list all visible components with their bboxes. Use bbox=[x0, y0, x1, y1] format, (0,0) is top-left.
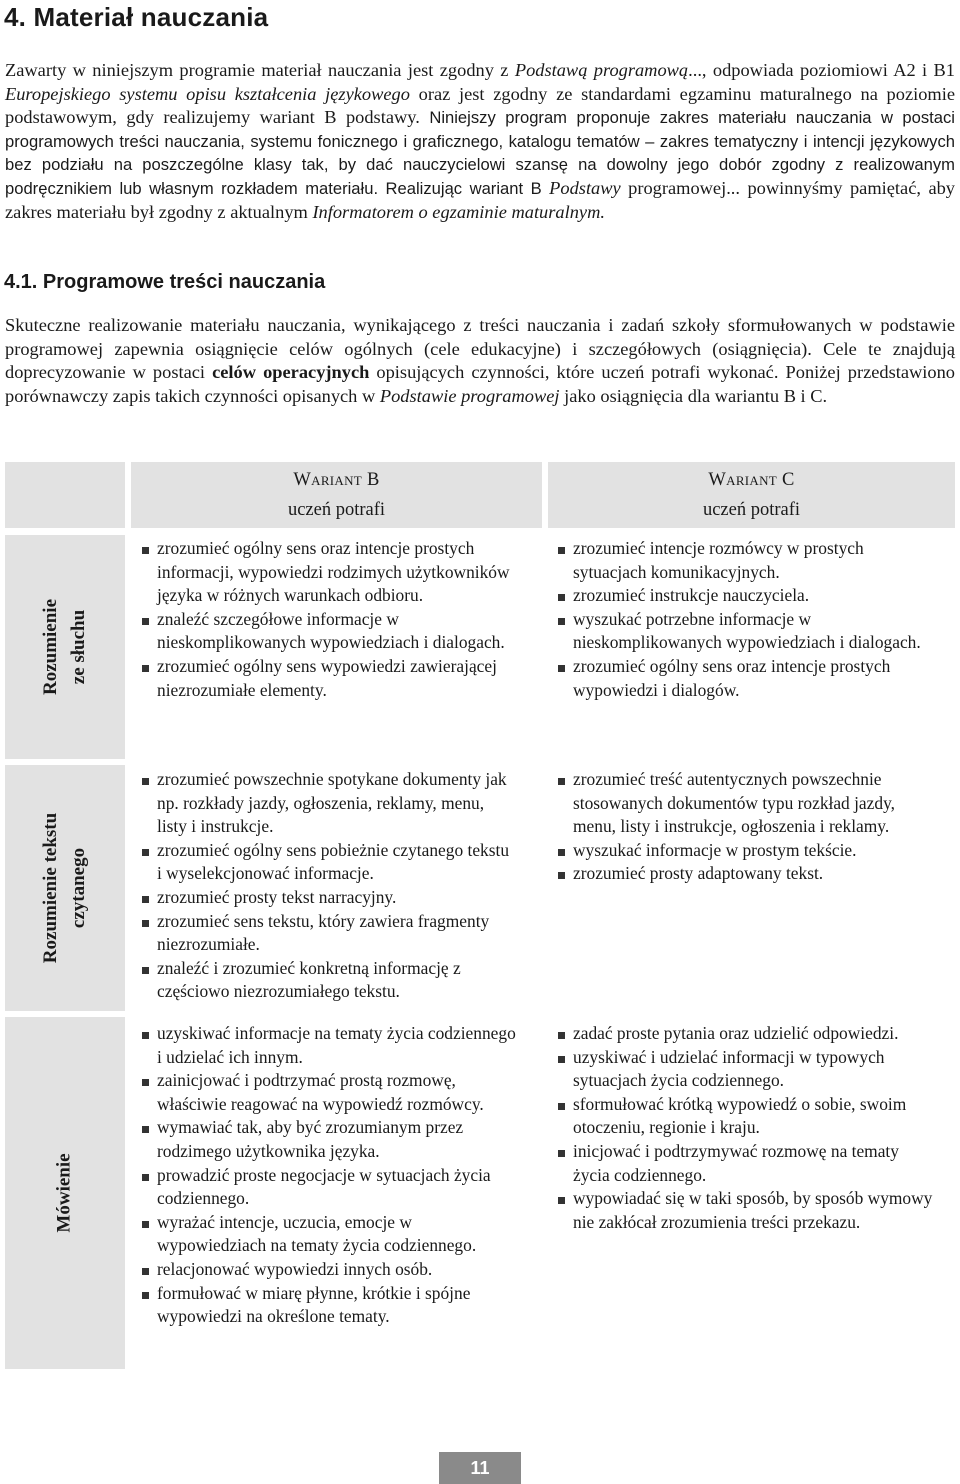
list-item: zrozumieć instrukcje nauczyciela. bbox=[556, 584, 934, 608]
list-item: prowadzić proste negocjacje w sytuacjach życia codziennego. bbox=[140, 1164, 518, 1211]
list-item: zrozumieć prosty tekst narracyjny. bbox=[140, 886, 518, 910]
variant-b-subtitle: uczeń potrafi bbox=[287, 500, 386, 520]
list-item: wymawiać tak, aby być zrozumianym przez rodzimego użytkownika języka. bbox=[140, 1116, 518, 1163]
page-number: 11 bbox=[439, 1452, 521, 1484]
list-item: znaleźć i zrozumieć konkretną informację z częściowo niezrozumiałego tekstu. bbox=[140, 957, 518, 1004]
listening-c-list bbox=[556, 537, 934, 702]
list-item: formułować w miarę płynne, krótkie i spójne wypowiedzi na określone tematy. bbox=[140, 1282, 518, 1329]
table-corner-cell bbox=[5, 462, 125, 528]
variant-b-header bbox=[131, 465, 542, 525]
row-label-listening: Rozumienie ze słuchu bbox=[39, 598, 89, 696]
list-item: znaleźć szczegółowe informacje w nieskomplikowanych wypowiedziach i dialogach. bbox=[140, 608, 518, 655]
row-label-speaking: Mówienie bbox=[54, 1153, 75, 1233]
list-item: inicjować i podtrzymywać rozmowę na tematy życia codziennego. bbox=[556, 1140, 934, 1187]
variant-c-header bbox=[548, 465, 955, 525]
list-item: zadać proste pytania oraz udzielić odpowiedzi. bbox=[556, 1022, 934, 1046]
listening-b-list bbox=[140, 537, 518, 702]
list-item: sformułować krótką wypowiedź o sobie, swoim otoczeniu, regionie i kraju. bbox=[556, 1093, 934, 1140]
row-label-reading: Rozumienie tekstu czytanego bbox=[40, 812, 89, 964]
list-item: zrozumieć treść autentycznych powszechnie stosowanych dokumentów typu rozkład jazdy, menu, listy i instrukcje, ogłoszenia i reklamy. bbox=[556, 768, 934, 839]
variant-c-title: Wariant C bbox=[708, 470, 795, 490]
reading-c-list bbox=[556, 768, 934, 886]
list-item: zainicjować i podtrzymać prostą rozmowę, właściwie reagować na wypowiedź rozmówcy. bbox=[140, 1069, 518, 1116]
list-item: relacjonować wypowiedzi innych osób. bbox=[140, 1258, 518, 1282]
content-paragraph: Skuteczne realizowanie materiału nauczania, wynikającego z treści nauczania i zadań szkoły sformułowanych w podstawie programowej zapewnia osiągnięcie celów ogólnych (cele edukacyjne) i szczegółowych (osiągnięcia). Cele te znajdują doprecyzowanie w postaci celów operacyjnych opisujących czynności, które uczeń potrafi wykonać. Poniżej przedstawiono porównawczy zapis takich czynności opisanych w Podstawie programowej jako osiągnięcia dla wariantu B i C. bbox=[5, 315, 956, 406]
list-item: zrozumieć ogólny sens oraz intencje prostych wypowiedzi i dialogów. bbox=[556, 655, 934, 702]
subsection-heading: 4.1. Programowe treści nauczania bbox=[4, 271, 326, 293]
list-item: zrozumieć powszechnie spotykane dokumenty jak np. rozkłady jazdy, ogłoszenia, reklamy, menu, listy i instrukcje. bbox=[140, 768, 518, 839]
list-item: zrozumieć prosty adaptowany tekst. bbox=[556, 862, 934, 886]
list-item: zrozumieć intencje rozmówcy w prostych sytuacjach komunikacyjnych. bbox=[556, 537, 934, 584]
section-heading: 4. Materiał nauczania bbox=[4, 2, 269, 32]
list-item: zrozumieć ogólny sens wypowiedzi zawierającej niezrozumiałe elementy. bbox=[140, 655, 518, 702]
list-item: uzyskiwać informacje na tematy życia codziennego i udzielać ich innym. bbox=[140, 1022, 518, 1069]
list-item: wyszukać potrzebne informacje w nieskomplikowanych wypowiedziach i dialogach. bbox=[556, 608, 934, 655]
intro-paragraph: Zawarty w niniejszym programie materiał nauczania jest zgodny z Podstawą programową..., odpowiada poziomiowi A2 i B1 Europejskiego systemu opisu kształcenia językowego oraz jest zgodny ze standardami egzaminu maturalnego na poziomie podstawowym, gdy realizujemy wariant B podstawy. Niniejszy program proponuje zakres materiału nauczania w postaci programowych treści nauczania, systemu fonicznego i graficznego, katalogu tematów – zakres tematyczny i intencji językowych bez podziału na poszczególne klasy tak, by dać nauczycielowi szansę na dowolny jego dobór zgodny z realizowanym podręcznikiem lub własnym rozkładem materiału. Realizując wariant B Podstawy programowej... powinnyśmy pamiętać, aby zakres materiału był zgodny z aktualnym Informatorem o egzaminie maturalnym. bbox=[5, 60, 955, 222]
reading-b-list bbox=[140, 768, 518, 1004]
list-item: zrozumieć ogólny sens oraz intencje prostych informacji, wypowiedzi rodzimych użytkowników języka w różnych warunkach odbioru. bbox=[140, 537, 518, 608]
list-item: zrozumieć sens tekstu, który zawiera fragmenty niezrozumiałe. bbox=[140, 910, 518, 957]
list-item: wypowiadać się w taki sposób, by sposób wymowy nie zakłócał zrozumienia treści przekazu. bbox=[556, 1187, 934, 1234]
speaking-b-list bbox=[140, 1022, 518, 1329]
list-item: uzyskiwać i udzielać informacji w typowych sytuacjach życia codziennego. bbox=[556, 1046, 934, 1093]
variant-b-title: Wariant B bbox=[293, 470, 380, 490]
list-item: wyszukać informacje w prostym tekście. bbox=[556, 839, 934, 863]
speaking-c-list bbox=[556, 1022, 934, 1234]
list-item: wyrażać intencje, uczucia, emocje w wypowiedziach na tematy życia codziennego. bbox=[140, 1211, 518, 1258]
variant-c-subtitle: uczeń potrafi bbox=[702, 500, 801, 520]
list-item: zrozumieć ogólny sens pobieżnie czytanego tekstu i wyselekcjonować informacje. bbox=[140, 839, 518, 886]
